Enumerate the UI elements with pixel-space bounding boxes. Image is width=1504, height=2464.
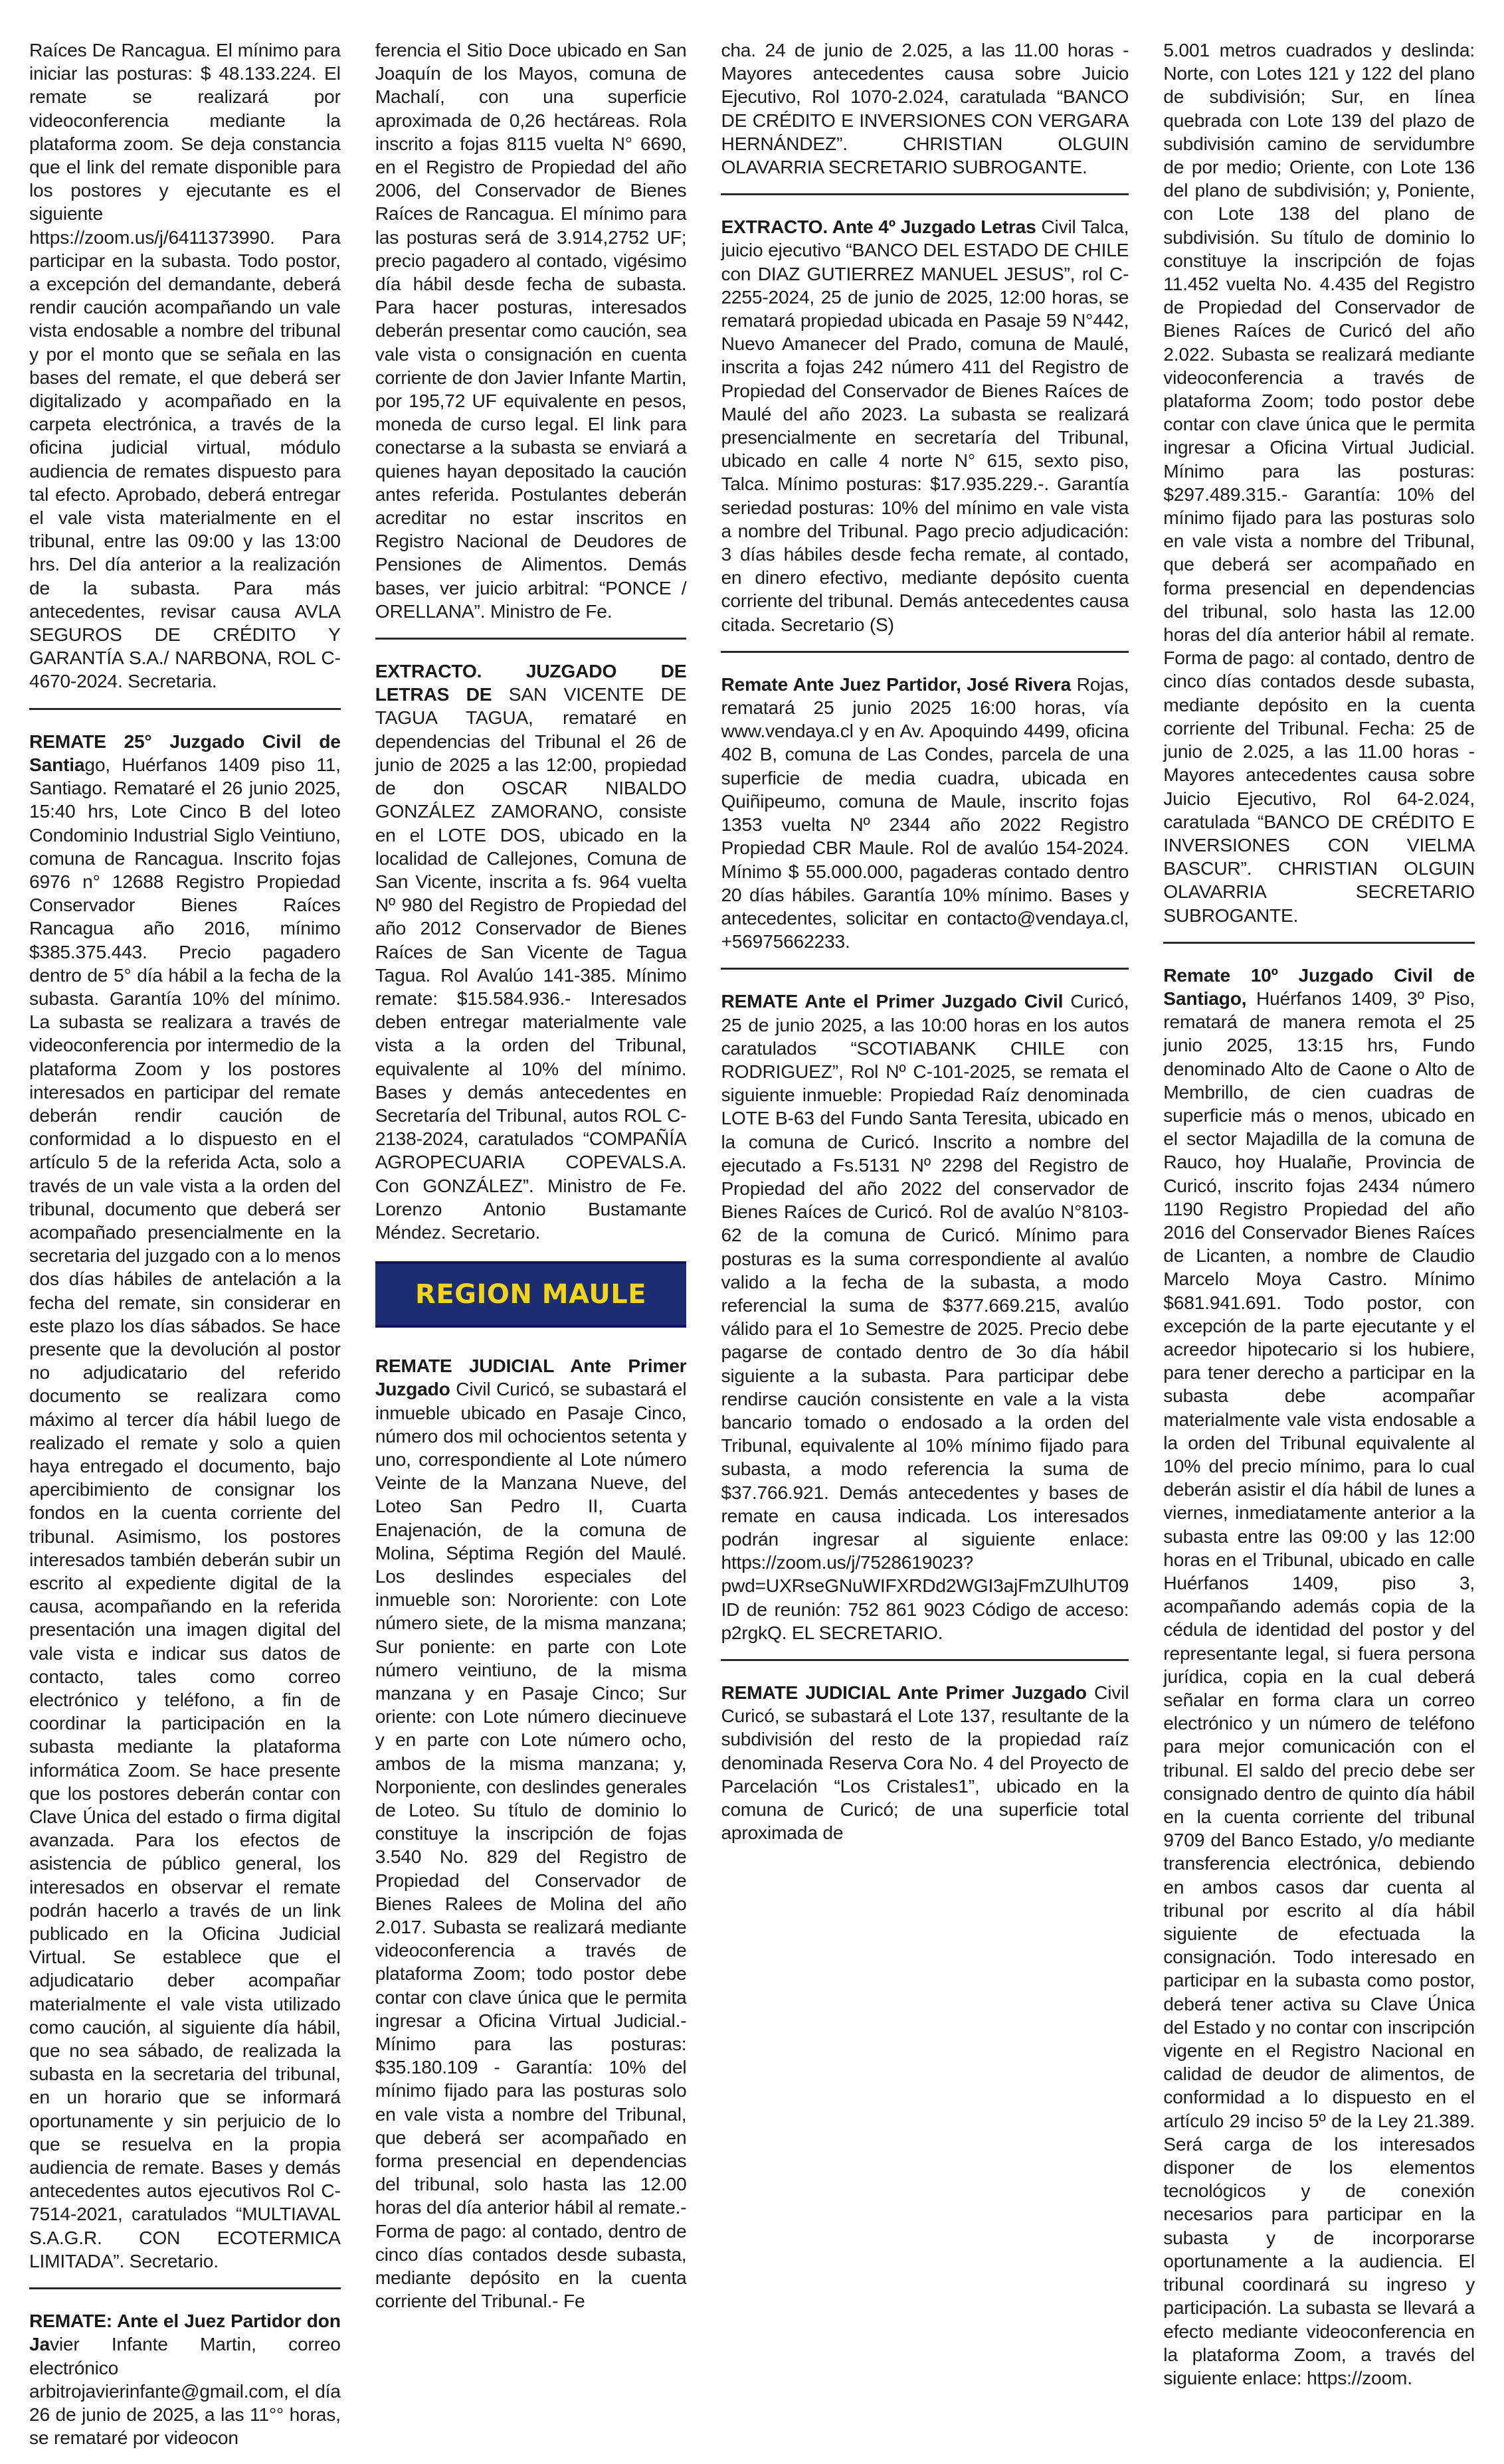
column-1 [29,39,341,2449]
notice: REMATE JUDICIAL Ante Primer Juzgado Civil Curicó, se subastará el inmueble ubicado en Pasaje Cinco, número dos mil ochocientos setenta y uno, correspondiente al Lote número Veinte de la Manzana Nueve, del Loteo San Pedro II, Cuarta Enajenación, de la comuna de Molina, Séptima Región del Maulé. Los deslindes especiales del inmueble son: Nororiente: con Lote número siete, de la misma manzana; Sur poniente: en parte con Lote número veintiuno, de la misma manzana y en Pasaje Cinco; Sur oriente: con Lote número diecinueve y en parte con Lote número ocho, ambos de la misma manzana; y, Norponiente, con deslindes generales de Loteo. Su título de dominio lo constituye la inscripción de fojas 3.540 No. 829 del Registro de Propiedad del Conservador de Bienes Ralees de Molina del año 2.017. Subasta se realizará mediante videoconferencia a través de plataforma Zoom; todo postor debe contar con clave única que le permita ingresar a Oficina Virtual Judicial.- Mínimo para las posturas: $35.180.109 - Garantía: 10% del mínimo fijado para las posturas solo en vale vista a nombre del Tribunal, que deberá ser acompañado en forma presencial en dependencias del tribunal, solo hasta las 12.00 horas del día anterior hábil al remate.- Forma de pago: al contado, dentro de cinco días contados desde subasta, mediante depósito en la cuenta corriente del Tribunal.- Fe [375,1355,687,2312]
notice-heading: REMATE 25° Juzgado Civil de Santia [29,730,341,775]
notice: ferencia el Sitio Doce ubicado en San Joaquín de los Mayos, comuna de Machalí, con una superficie aproximada de 0,26 hectáreas. Rola inscrito a fojas 8115 vuelta N° 6690, en el Registro de Propiedad del año 2006, del Conservador de Bienes Raíces de Rancagua. El mínimo para las posturas será de 3.914,2752 UF; precio pagadero al contado, vigésimo día hábil desde fecha de subasta. Para hacer posturas, interesados deberán presentar como caución, sea vale vista o consignación en cuenta corriente de don Javier Infante Martin, por 195,72 UF equivalente en pesos, moneda de curso legal. El link para conectarse a la subasta se enviará a quienes hayan depositado la caución antes referida. Postulantes deberán acreditar no estar inscritos en Registro Nacional de Deudores de Pensiones de Alimentos. Demás bases, ver juicio arbitral: “PONCE / ORELLANA”. Ministro de Fe. [375,39,687,640]
notice-heading: REMATE JUDICIAL Ante Primer Juzgado [721,1682,1087,1703]
notice: cha. 24 de junio de 2.025, a las 11.00 horas - Mayores antecedentes causa sobre Juicio Ejecutivo, Rol 1070-2.024, caratulada “BANCO DE CRÉDITO E INVERSIONES CON VERGARA HERNÁNDEZ”. CHRISTIAN OLGUIN OLAVARRIA SECRETARIO SUBROGANTE. [721,39,1129,195]
notice-heading: REMATE Ante el Primer Juzgado Civil [721,990,1064,1012]
notice: Raíces De Rancagua. El mínimo para iniciar las posturas: $ 48.133.224. El remate se realizará por videoconferencia mediante la plataforma zoom. Se deja constancia que el link del remate disponible para los postores y ejecutante es el siguiente https://zoom.us/j/6411373990. Para participar en la subasta. Todo postor, a excepción del demandante, deberá rendir caución acompañando un vale vista endosable a nombre del tribunal y por el monto que se señala en las bases del remate, el que deberá ser digitalizado y acompañado en la carpeta electrónica, a través de la oficina judicial virtual, módulo audiencia de remates dispuesto para tal efecto. Aprobado, deberá entregar el vale vista materialmente en el tribunal, entre las 09:00 y las 13:00 hrs. Del día anterior a la realización de la subasta. Para más antecedentes, revisar causa AVLA SEGUROS DE CRÉDITO Y GARANTÍA S.A./ NARBONA, ROL C-4670-2024. Secretaria. [29,39,341,710]
column-3 [721,39,1129,2137]
notice-heading: EXTRACTO. Ante 4º Juzgado Letras [721,216,1036,238]
notice-heading: EXTRACTO. JUZGADO DE LETRAS DE [375,660,687,705]
notice: REMATE JUDICIAL Ante Primer Juzgado Civil Curicó, se subastará el Lote 137, resultante de la subdivisión del resto de la propiedad raíz denominada Reserva Cora No. 4 del Proyecto de Parcelación “Los Cristales1”, ubicado en la comuna de Curicó; de una superficie total aproximada de [721,1682,1129,1844]
notice: EXTRACTO. JUZGADO DE LETRAS DE SAN VICENTE DE TAGUA TAGUA, remataré en dependencias del Tribunal el 26 de junio de 2025 a las 12:00, propiedad de don OSCAR NIBALDO GONZÁLEZ ZAMORANO, consiste en el LOTE DOS, ubicado en la localidad de Callejones, Comuna de San Vicente, inscrita a fs. 964 vuelta Nº 980 del Registro de Propiedad del año 2012 Conservador de Bienes Raíces de San Vicente de Tagua Tagua. Rol Avalúo 141-385. Mínimo remate: $15.584.936.- Interesados deben entregar materialmente vale vista a la orden del Tribunal, equivalente al 10% del mínimo. Bases y demás antecedentes en Secretaría del Tribunal, autos ROL C-2138-2024, caratulados “COMPAÑÍA AGROPECUARIA COPEVALS.A. Con GONZÁLEZ”. Ministro de Fe. Lorenzo Antonio Bustamante Méndez. Secretario. [375,660,687,1243]
notice: REMATE: Ante el Juez Partidor don Javier Infante Martin, correo electrónico arbitrojavierinfante@gmail.com, el día 26 de junio de 2025, a las 11°° horas, se remataré por videocon [29,2310,341,2449]
notice: REMATE 25° Juzgado Civil de Santiago, Huérfanos 1409 piso 11, Santiago. Remataré el 26 junio 2025, 15:40 hrs, Lote Cinco B del loteo Condominio Industrial Siglo Veintiuno, comuna de Rancagua. Inscrito fojas 6976 n° 12688 Registro Propiedad Conservador Bienes Raíces Rancagua año 2016, mínimo $385.375.443. Precio pagadero dentro de 5° día hábil a la fecha de la subasta. Garantía 10% del mínimo. La subasta se realizara a través de videoconferencia por intermedio de la plataforma Zoom y los postores interesados en participar del remate deberán rendir caución de conformidad a lo dispuesto en el artículo 5 de la referida Acta, solo a través de un vale vista a la orden del tribunal, documento que deberá ser acompañado presencialmente en la secretaria del juzgado con a lo menos dos días hábiles de antelación a la fecha del remate, sin considerar en este plazo los días sábados. Se hace presente que la devolución al postor no adjudicatario del referido documento se realizara como máximo al tercer día hábil luego de realizado el remate y solo a quien haya entregado el documento, bajo apercibimiento de consignar los fondos en la cuenta corriente del tribunal. Asimismo, los postores interesados también deberán subir un escrito al expediente digital de la causa, acompañando en la referida presentación una imagen digital del vale vista e indicar sus datos de contacto, tales como correo electrónico y teléfono, a fin de coordinar la participación en la subasta mediante la plataforma informática Zoom. Se hace presente que los postores deberán contar con Clave Única del estado o firma digital avanzada. Para los efectos de asistencia de público general, los interesados en observar el remate podrán hacerlo a través de un link publicado en la Oficina Judicial Virtual. Se establece que el adjudicatario deber acompañar materialmente el vale vista utilizado como caución, al siguiente día hábil, que no sea sábado, de realizada la subasta en la secretaria del tribunal, en un horario que se informará oportunamente y sin perjuicio de lo que se resuelva en la propia audiencia de remate. Bases y demás antecedentes autos ejecutivos Rol C-7514-2021, caratulados “MULTIAVAL S.A.G.R. CON ECOTERMICA LIMITADA”. Secretario. [29,730,341,2289]
column-2 [375,39,687,2312]
notice-heading: Remate 10º Juzgado Civil de Santiago, [1163,964,1475,1009]
notice-heading: REMATE JUDICIAL Ante Primer Juzgado [375,1355,687,1400]
notice: Remate Ante Juez Partidor, José Rivera Rojas, rematará 25 junio 2025 16:00 horas, vía www.vendaya.cl y en Av. Apoquindo 4499, oficina 402 B, comuna de Las Condes, parcela de una superficie de media cuadra, ubicada en Quiñipeumo, comuna de Maule, inscrito fojas 1353 vuelta Nº 2344 año 2022 Registro Propiedad CBR Maule. Rol de avalúo 154-2024. Mínimo $ 55.000.000, pagaderas contado dentro 20 días hábiles. Garantía 10% mínimo. Bases y antecedentes, solicitar en contacto@vendaya.cl, +56975662233. [721,673,1129,970]
notice: Remate 10º Juzgado Civil de Santiago, Huérfanos 1409, 3º Piso, rematará de manera remota el 25 junio 2025, 13:15 hrs, Fundo denominado Alto de Caone o Alto de Membrillo, de cien cuadras de superficie más o menos, ubicado en el sector Majadilla de la comuna de Rauco, hoy Hualañe, Provincia de Curicó, inscrito fojas 2434 número 1190 Registro Propiedad del año 2016 del Conservador Bienes Raíces de Licanten, a nombre de Claudio Marcelo Moya Castro. Mínimo $681.941.691. Todo postor, con excepción de la parte ejecutante y el acreedor hipotecario si los hubiere, para tener derecho a participar en la subasta debe acompañar materialmente vale vista endosable a la orden del Tribunal equivalente al 10% del precio mínimo, para lo cual deberán asistir el día hábil de lunes a viernes, inmediatamente anterior a la subasta entre las 09:00 y las 12:00 horas en el Tribunal, ubicado en calle Huérfanos 1409, piso 3, acompañando además copia de la cédula de identidad del postor y del representante legal, si fuera persona jurídica, copia en la cual deberá señalar en forma clara un correo electrónico y un número de teléfono para mejor comunicación con el tribunal. El saldo del precio debe ser consignado dentro de quinto día hábil en la cuenta corriente del tribunal 9709 del Banco Estado, y/o mediante transferencia electrónica, debiendo en ambos casos dar cuenta al tribunal por escrito al día hábil siguiente de efectuada la consignación. Todo interesado en participar en la subasta como postor, deberá tener activa su Clave Única del Estado y no contar con inscripción vigente en el Registro Nacional en calidad de deudor de alimentos, de conformidad a lo dispuesto en el artículo 29 inciso 5º de la Ley 21.389. Será carga de los interesados disponer de los elementos tecnológicos y de conexión necesarios para participar en la subasta y de incorporarse oportunamente a la audiencia. El tribunal coordinará su ingreso y participación. La subasta se llevará a efecto mediante videoconferencia en la plataforma Zoom, a través del siguiente enlace: https://zoom. [1163,964,1475,2388]
notice: 5.001 metros cuadrados y deslinda: Norte, con Lotes 121 y 122 del plano de subdivisión; Sur, en línea quebrada con Lote 139 del plazo de subdivisión camino de servidumbre de por medio; Oriente, con Lote 136 del plano de subdivisión; y, Poniente, con Lote 138 del plano de subdivisión. Su título de dominio lo constituye la inscripción de fojas 11.452 vuelta No. 4.435 del Registro de Propiedad del Conservador de Bienes Raíces de Curicó del año 2.022. Subasta se realizará mediante videoconferencia a través de plataforma Zoom; todo postor debe contar con clave única que le permita ingresar a Oficina Virtual Judicial. Mínimo para las posturas: $297.489.315.- Garantía: 10% del mínimo fijado para las posturas solo en vale vista a nombre del Tribunal, que deberá ser acompañado en forma presencial en dependencias del tribunal, solo hasta las 12.00 horas del día anterior hábil al remate. Forma de pago: al contado, dentro de cinco días contados desde subasta, mediante depósito en la cuenta corriente del Tribunal. Fecha: 25 de junio de 2.025, a las 11.00 horas - Mayores antecedentes causa sobre Juicio Ejecutivo, Rol 64-2.024, caratulada “BANCO DE CRÉDITO E INVERSIONES CON VIELMA BASCUR”. CHRISTIAN OLGUIN OLAVARRIA SECRETARIO SUBROGANTE. [1163,39,1475,944]
notice: REMATE Ante el Primer Juzgado Civil Curicó, 25 de junio 2025, a las 10:00 horas en los autos caratulados “SCOTIABANK CHILE con RODRIGUEZ”, Rol Nº C-101-2025, se remata el siguiente inmueble: Propiedad Raíz denominada LOTE B-63 del Fundo Santa Teresita, ubicado en la comuna de Curicó. Inscrito a nombre del ejecutado a Fs.5131 Nº 2298 del Registro de Propiedad del año 2022 del conservador de Bienes Raíces de Curicó. Rol de avalúo N°8103-62 de la comuna de Curicó. Mínimo para posturas es la suma correspondiente al avalúo valido a la fecha de la subasta, a modo referencial la suma de $377.669.215, avalúo válido para el 1o Semestre de 2025. Precio debe pagarse de contado dentro de 3o día hábil siguiente a la subasta. Para participar debe rendirse caución consistente en vale a la vista bancario tomado o endosado a la orden del Tribunal, equivalente al 10% mínimo fijado para subasta, a modo referencia la suma de $37.766.921. Demás antecedentes y bases de remate en causa indicada. Los interesados podrán ingresar al siguiente enlace: https://zoom.us/j/7528619023?pwd=UXRseGNuWIFXRDd2WGI3ajFmZUlhUT09 ID de reunión: 752 861 9023 Código de acceso: p2rgkQ. EL SECRETARIO. [721,990,1129,1661]
notice-heading: REMATE: Ante el Juez Partidor don Ja [29,2310,341,2355]
region-banner [375,1261,687,1328]
region-label: REGION MAULE [415,1279,647,1310]
column-4 [1163,39,1475,2388]
notice-heading: Remate Ante Juez Partidor, José Rivera [721,673,1072,695]
notice: EXTRACTO. Ante 4º Juzgado Letras Civil Talca, juicio ejecutivo “BANCO DEL ESTADO DE CHILE con DIAZ GUTIERREZ MANUEL JESUS”, rol C-2255-2024, 25 de junio de 2025, 12:00 horas, se rematará propiedad ubicada en Pasaje 59 N°442, Nuevo Amanecer del Prado, comuna de Maulé, inscrita a fojas 242 número 411 del Registro de Propiedad del Conservador de Bienes Raíces de Maulé del año 2023. La subasta se realizará presencialmente en secretaría del Tribunal, ubicado en calle 4 norte N° 615, sexto piso, Talca. Mínimo posturas: $17.935.229.-. Garantía seriedad posturas: 10% del mínimo en vale vista a nombre del Tribunal. Pago precio adjudicación: 3 días hábiles desde fecha remate, al contado, en dinero efectivo, mediante depósito cuenta corriente del tribunal. Demás antecedentes causa citada. Secretario (S) [721,215,1129,653]
